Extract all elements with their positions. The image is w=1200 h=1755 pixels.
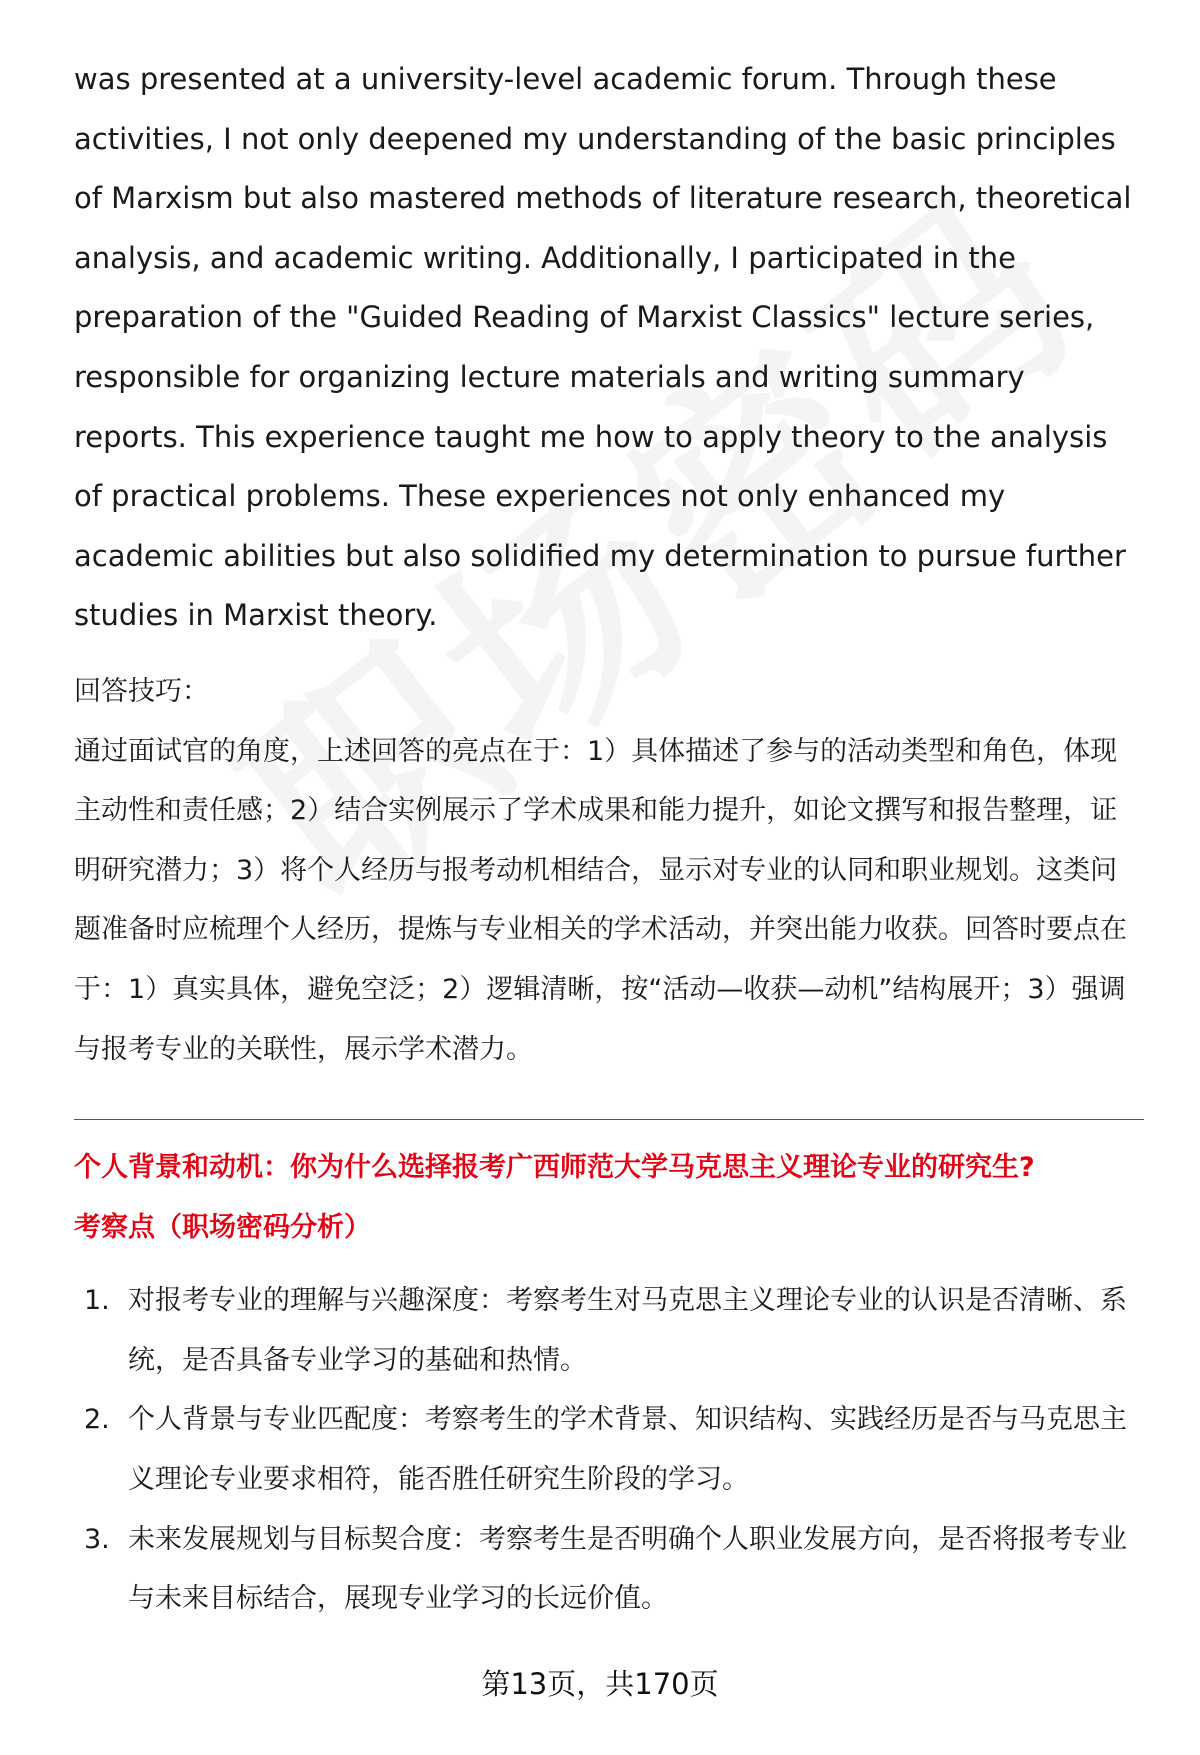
section-divider — [74, 1119, 1144, 1120]
list-item-number: 3. — [84, 1523, 110, 1555]
list-item — [74, 1390, 1144, 1509]
list-item-text: 个人背景与专业匹配度：考察考生的学术背景、知识结构、实践经历是否与马克思主义理论专业要求相符，能否胜任研究生阶段的学习。 — [128, 1404, 1127, 1496]
tips-label: 回答技巧： — [74, 675, 209, 707]
list-item-text: 未来发展规划与目标契合度：考察考生是否明确个人职业发展方向，是否将报考专业与未来目标结合，展现专业学习的长远价值。 — [128, 1523, 1127, 1615]
tips-text: 通过面试官的角度，上述回答的亮点在于：1）具体描述了参与的活动类型和角色，体现主动性和责任感；2）结合实例展示了学术成果和能力提升，如论文撰写和报告整理，证明研究潜力；3）将个人经历与报考动机相结合，显示对专业的认同和职业规划。这类问题准备时应梳理个人经历，提炼与专业相关的学术活动，并突出能力收获。回答时要点在于：1）真实具体，避免空泛；2）逻辑清晰，按“活动—收获—动机”结构展开；3）强调与报考专业的关联性，展示学术潜力。 — [74, 735, 1127, 1065]
page-number-footer: 第13页，共170页 — [481, 1667, 719, 1701]
assessment-points-list — [74, 1271, 1144, 1629]
list-item-number: 1. — [84, 1285, 110, 1317]
list-item — [74, 1510, 1144, 1629]
list-item — [74, 1271, 1144, 1390]
assessment-heading: 考察点（职场密码分析） — [74, 1211, 371, 1243]
question-title: 个人背景和动机：你为什么选择报考广西师范大学马克思主义理论专业的研究生? — [74, 1152, 1035, 1184]
english-paragraph: was presented at a university-level academic forum. Through these activities, I not only deepened my understanding of the basic principles of Marxism but also mastered methods of literature research, theoretical analysis, and academic writing. Additionally, I participated in the preparation of the "Guided Reading of Marxist Classics" lecture series, responsible for organizing lecture materials and writing summary reports. This experience taught me how to apply theory to the analysis of practical problems. These experiences not only enhanced my academic abilities but also solidified my determination to pursue further studies in Marxist theory. — [74, 62, 1132, 633]
list-item-text: 对报考专业的理解与兴趣深度：考察考生对马克思主义理论专业的认识是否清晰、系统，是否具备专业学习的基础和热情。 — [128, 1285, 1127, 1376]
page-content — [74, 50, 1144, 1629]
list-item-number: 2. — [84, 1404, 110, 1436]
